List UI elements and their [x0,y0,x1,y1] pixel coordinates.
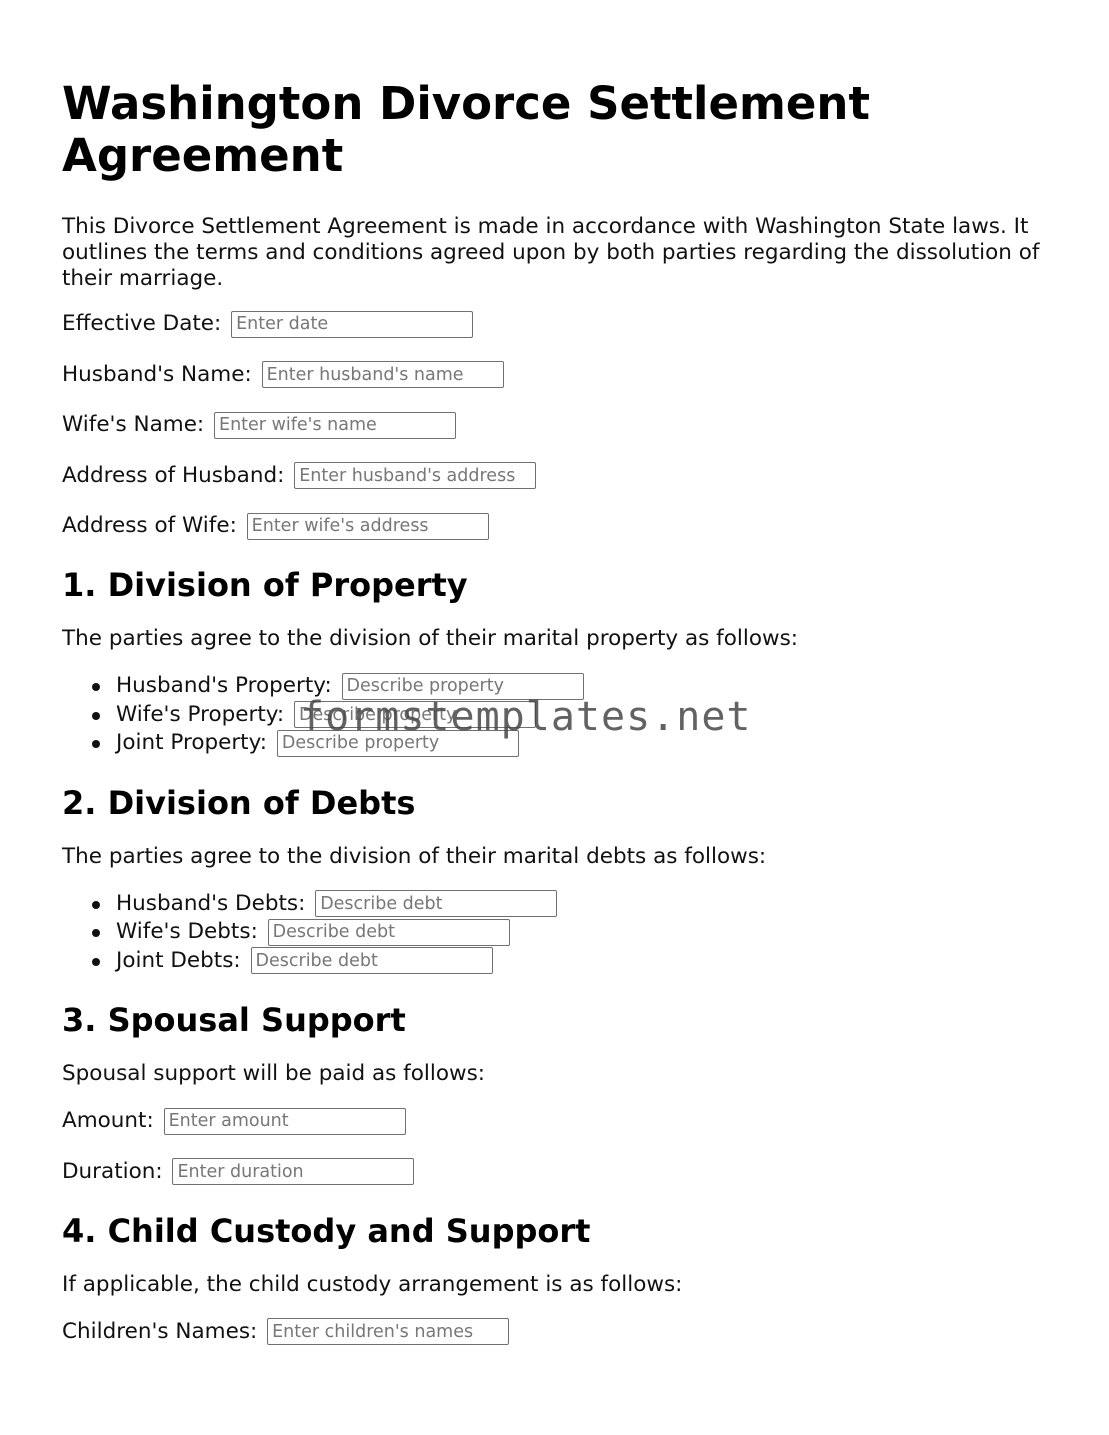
debts-heading: 2. Division of Debts [62,783,416,822]
wife-debts-label: Wife's Debts: [116,919,258,944]
husband-debts-input[interactable] [315,890,557,917]
support-duration-row [62,1158,1052,1186]
wife-address-label: Address of Wife: [62,513,237,538]
support-text: Spousal support will be paid as follows: [62,1061,486,1086]
support-duration-label: Duration: [62,1158,163,1184]
bullet-icon [92,740,100,748]
debts-list [62,890,1052,976]
children-names-row [62,1318,1052,1346]
wife-name-input[interactable] [214,412,456,439]
joint-debts-label: Joint Debts: [116,947,241,973]
joint-debts-input[interactable] [251,947,493,974]
bullet-icon [92,929,100,937]
effective-date-label: Effective Date: [62,311,222,336]
joint-property-label: Joint Property: [116,730,268,755]
wife-address-row [62,512,1052,540]
husband-property-label: Husband's Property: [116,673,332,698]
debts-text: The parties agree to the division of their marital debts as follows: [62,843,767,869]
wife-property-input[interactable] [294,701,536,728]
husband-name-row [62,361,1052,389]
husband-address-input[interactable] [294,462,536,489]
list-item [62,672,1052,701]
page-title: Washington Divorce Settlement Agreement [62,77,870,182]
husband-address-row [62,462,1052,490]
document-page [62,78,1052,1368]
husband-property-input[interactable] [342,673,584,700]
support-amount-label: Amount: [62,1108,154,1133]
property-text: The parties agree to the division of their marital property as follows: [62,626,799,651]
wife-property-label: Wife's Property: [116,701,285,727]
list-item [62,890,1052,919]
husband-name-label: Husband's Name: [62,361,252,387]
wife-address-input[interactable] [247,513,489,540]
husband-address-label: Address of Husband: [62,462,285,488]
list-item [62,918,1052,947]
bullet-icon [92,712,100,720]
husband-name-input[interactable] [262,361,504,388]
husband-debts-label: Husband's Debts: [116,890,306,916]
bullet-icon [92,683,100,691]
property-list [62,672,1052,758]
children-names-label: Children's Names: [62,1318,258,1344]
intro-paragraph: This Divorce Settlement Agreement is made in accordance with Washington State laws. It outlines the terms and conditions agreed upon by both parties regarding the dissolution of their marriage. [62,214,1040,291]
support-amount-input[interactable] [164,1108,406,1135]
support-amount-row [62,1107,1052,1135]
list-item [62,947,1052,976]
wife-name-row [62,411,1052,439]
watermark-text: formstemplates.net [300,694,752,740]
effective-date-row [62,310,1052,338]
support-heading: 3. Spousal Support [62,1001,406,1039]
list-item [62,701,1052,730]
joint-property-input[interactable] [277,730,519,757]
bullet-icon [92,901,100,909]
custody-heading: 4. Child Custody and Support [62,1211,591,1250]
list-item [62,729,1052,758]
bullet-icon [92,958,100,966]
wife-debts-input[interactable] [268,919,510,946]
custody-text: If applicable, the child custody arrangement is as follows: [62,1271,683,1297]
wife-name-label: Wife's Name: [62,412,205,437]
effective-date-input[interactable] [231,311,473,338]
support-duration-input[interactable] [172,1158,414,1185]
property-heading: 1. Division of Property [62,566,468,604]
children-names-input[interactable] [267,1318,509,1345]
